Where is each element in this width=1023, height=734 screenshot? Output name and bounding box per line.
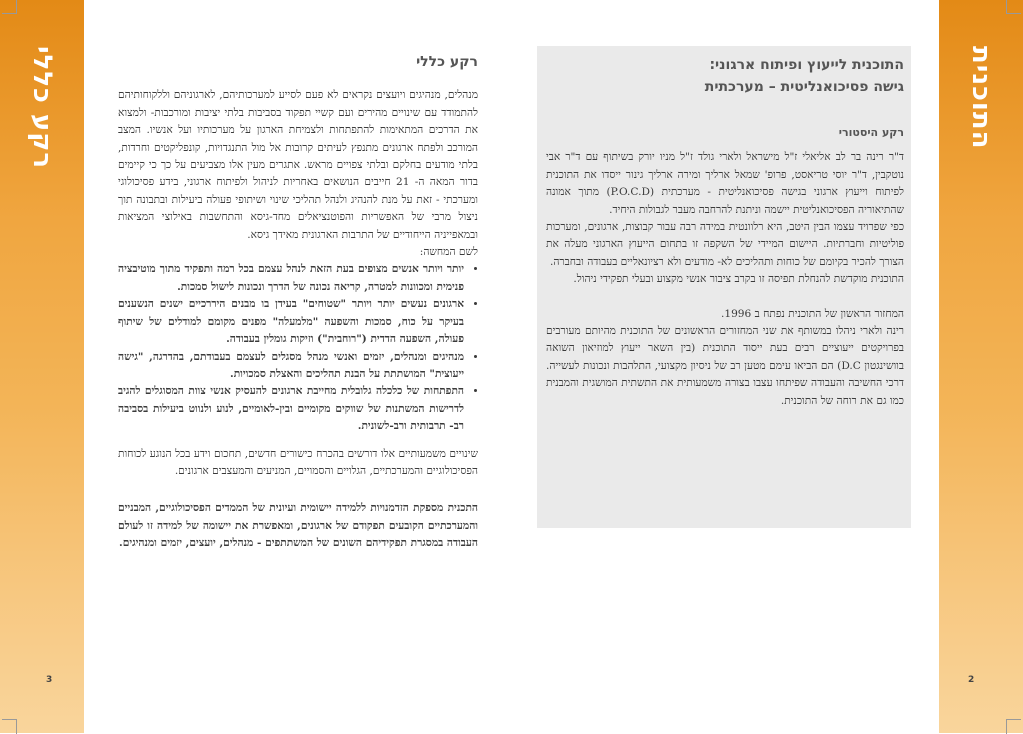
bullet-item: • מנהיגים ומנהלים, יזמים ואנשי מנהל מסגלים לעצמם בעבודתם, בהדרגה, "גישה ייעוצית" המושתתת על הבנת תהליכים והאצלת סמכויות.: [118, 349, 464, 384]
crop-mark: [1006, 0, 1021, 14]
history-paragraph: המחזור הראשון של התוכנית נפתח ב 1996.: [720, 307, 904, 320]
program-title: [546, 54, 904, 98]
history-paragraph: רינה ולארי ניהלו במשותף את שני המחזורים הראשונים של התוכנית מהיותם מעורבים בפרויקטים ייעוציים רבים בעת ייסוד התוכנית (בין השאר ייעוץ למוזיאון השואה בוושינגטון D.C) הם הביאו עימם מטען רב של ניסיון מקצועי, התלהבות ונכונות לעשייה. דרכי החשיבה והעבודה שפיתחו עצבו בצורה משמעותית את התשתית המושגית והמבנית כמו גם את רוחה של התוכנית.: [546, 325, 904, 407]
bullet-item: • יותר ויותר אנשים מצופים בעת הזאת לנהל עצמם בכל רמה ותפקיד מתוך מוטיבציה פנימית ומכוונות למטרה, קריאה נכונה של הדרך ונכונות לישול סמכות.: [118, 261, 464, 296]
left-page-column: [118, 54, 478, 553]
left-side-tab: [0, 0, 84, 733]
changes-paragraph: שינויים משמעותיים אלו דורשים בהכרח כישורים חדשים, תחכום וידע בכל הנוגע לכוחות הפסיכולוגיים והמערכתיים, הגלויים והסמויים, המניעים והמעצבים ארגונים.: [118, 447, 478, 477]
history-subheading: רקע היסטורי: [838, 126, 904, 139]
right-side-tab: [939, 0, 1023, 733]
page-number-left: 3: [46, 675, 53, 685]
intro-paragraph: מנהלים, מנהיגים ויועצים נקראים לא פעם לסייע למערכותיהם, לארגוניהם וללקוחותיהם להתמודד עם שינויים מהירים ועם קשיי תפקוד בסביבות בלתי יציבות ומורכבות- ולמצוא את הדרכים המתאימות להתפתחות ולצמיחת הארגון על מערכותיו ועל אנשיו. המצב המורכב ולפתח ארגונים מתנפץ לעיתים קרובות אל מול התנגדויות, קונפליקטים וחרדות, בלתי מודעים בחלקם ובלתי צפויים מראש. אתגרים מעין אלו מצביעים על כך כי קיימים בדור המאה ה- 21 חייבים הנושאים באחריות לניהול ולפיתוח ארגוני, בידע פסיכולוגי ומערכתי - זאת על מנת להנהיג ולנהל תהליכי שינוי ושיתופי פעולה ביעילות ובתבונה תוך ניצול מרבי של האפשריות והפוטנציאלים מחד-גיסא והתחשבות באילוצי המציאות ובמאפייניה הייחודיים של התרבות הארגונית מאידך גיסא.: [118, 89, 478, 241]
right-page-column: [546, 54, 904, 410]
closing-paragraph: התכנית מספקת הזדמנויות ללמידה יישומית ועיונית של הממדים הפסיכולוגיים, המבניים והמערכתיים הקובעים תפקודם של ארגונים, ומאפשרת את יישומה של למידה זו לעולם העבודה במסגרת תפקידיהם השונים של המשתתפים - מנהלים, יועצים, יזמים ומנהיגים.: [118, 502, 478, 550]
page-number-right: 2: [968, 675, 975, 685]
bullet-item: • התפתחות של כלכלה גלובלית מחייבת ארגונים להעסיק אנשי צוות המסוגלים להגיב לדרישות המשתנות של שווקים מקומיים ובין-לאומיים, לנוע ולנווט ביעילות בסביבה רב- תרבותית ורב-לשונית.: [118, 383, 464, 435]
crop-mark: [1006, 719, 1021, 734]
program-title-line2: גישה פסיכואנליטית – מערכתית: [704, 79, 904, 95]
illustration-lead: לשם המחשה:: [419, 246, 478, 259]
left-tab-label: רקע כללי: [27, 46, 57, 170]
bullet-item: • ארגונים נעשים יותר ויותר "שטוחים" בעידן בו מבנים היררכיים ישנים הנשענים בעיקר על כוח, סמכות והשפעה "מלמעלה" מפנים מקומם למודלים של שיתוף פעולה, השפעה הדדית ("רוחבית") וזיקות גומלין בעבודה.: [118, 296, 464, 348]
right-tab-label: התוכנית: [966, 46, 996, 150]
history-spacer: [546, 289, 904, 306]
crop-mark: [2, 0, 17, 14]
crop-mark: [2, 719, 17, 734]
bullet-list: [118, 261, 478, 435]
history-paragraph: כפי שפרויד עצמו הבין היטב, היא רלוונטית במידה רבה עבור קבוצות, ארגונים, ומערכות פוליטיות וחברתיות. היישום המיידי של השקפה זו בתחום הייעוץ הארגוני מעלה את הצורך להכיר בקיומם של כוחות ותהליכים לא- מודעים ולא רציונאליים בעבודה ובחברה.: [546, 221, 904, 268]
history-paragraph: התוכנית מוקדשת להנחלת תפיסה זו בקרב ציבור אנשי מקצוע ובעלי תפקידי ניהול.: [573, 273, 904, 286]
program-title-line1: התוכנית לייעוץ ופיתוח ארגוני:: [709, 57, 904, 73]
left-page-heading: רקע כללי: [416, 54, 478, 70]
history-paragraph: ד"ר רינה בר לב אליאלי ז"ל מישראל ולארי גולד ז"ל מניו יורק בשיתוף עם ד"ר אבי נוטקבין, ד"ר יוסי טריאסט, פרופ' שמאל ארליך ומירה ארליך גינור ייסדו את התוכנית לפיתוח וייעוץ ארגוני בגישה פסיכואנליטית - מערכתית (P.O.C.D) מתוך אמונה שהתיאוריה הפסיכואנליטית יישמה וניתנת להרחבה מעבר לגבולות היחיד.: [546, 151, 904, 216]
